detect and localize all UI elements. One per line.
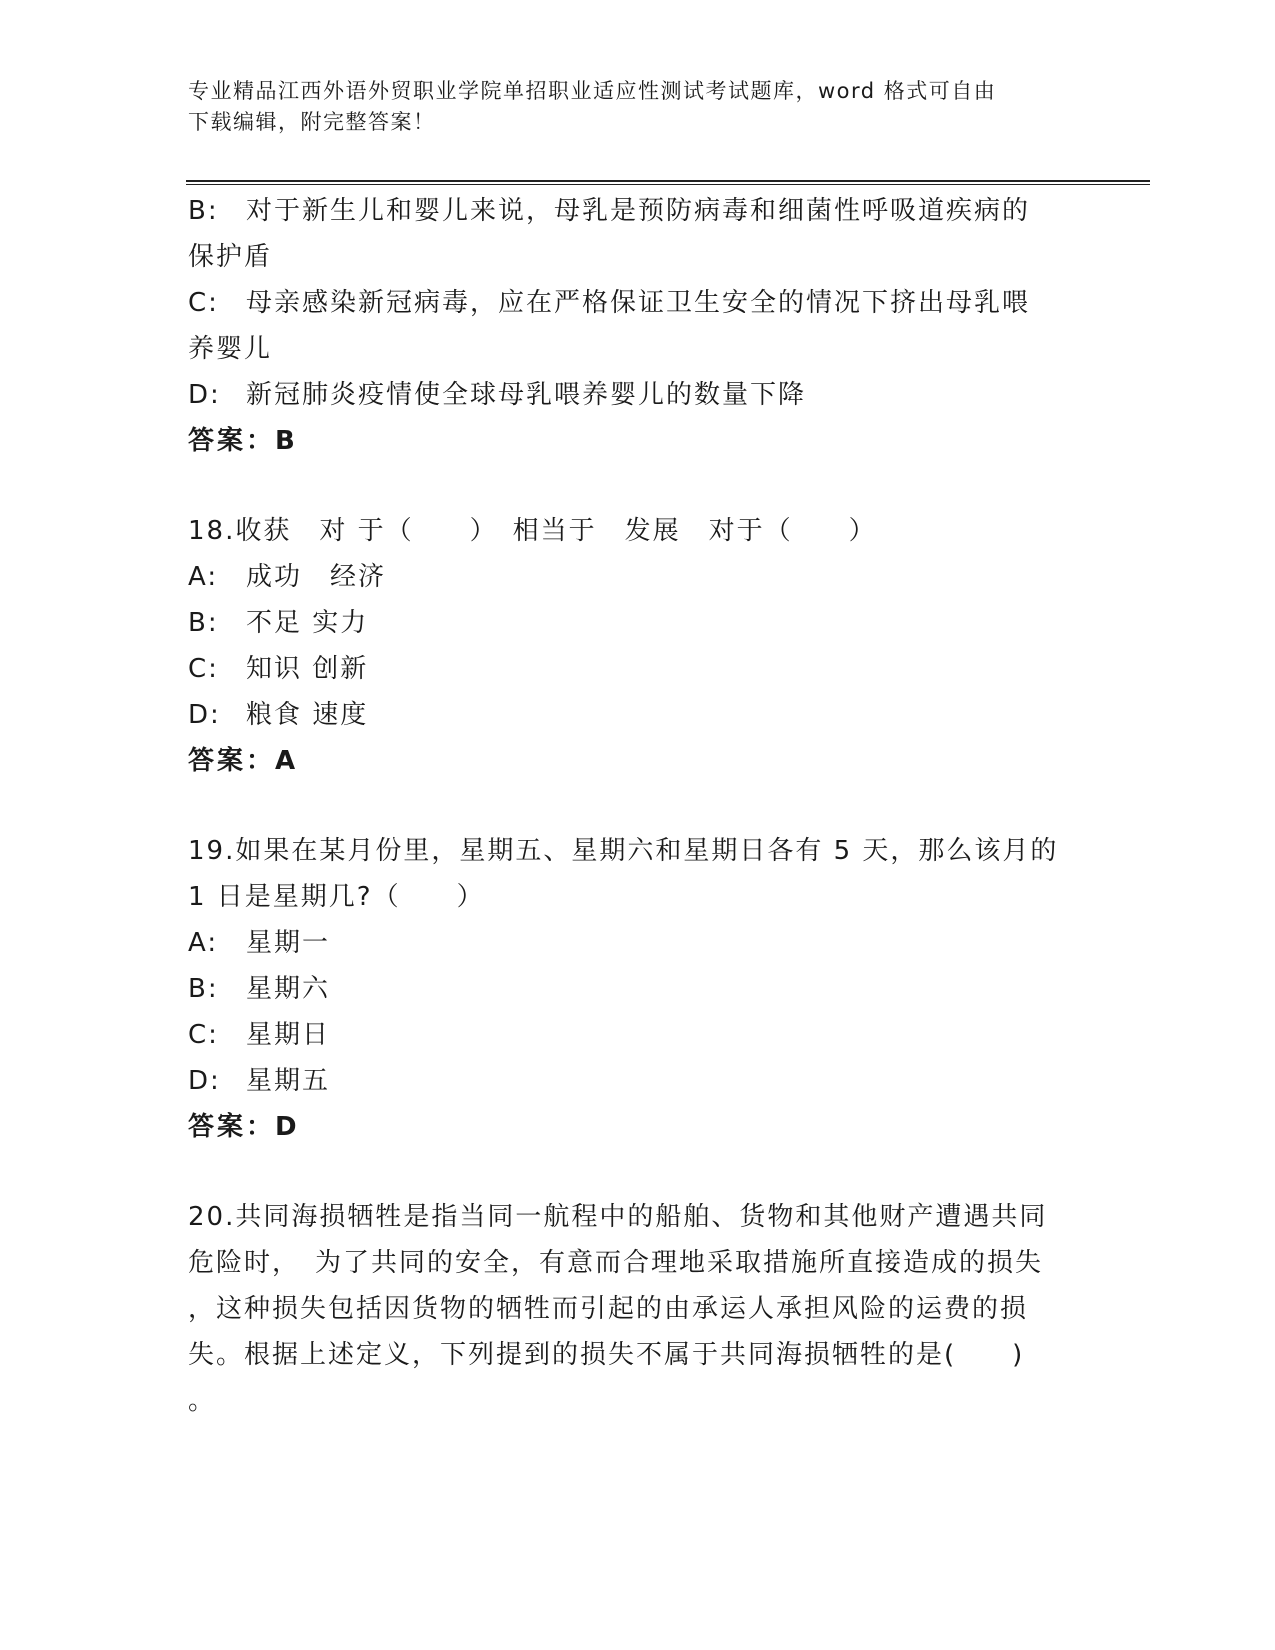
question-20 bbox=[188, 1194, 1088, 1424]
header-line-1: 专业精品江西外语外贸职业学院单招职业适应性测试考试题库，word 格式可自由 bbox=[188, 79, 997, 103]
option-b-continued: 保护盾 bbox=[188, 242, 273, 272]
document-header bbox=[188, 76, 1068, 138]
option-text: 星期六 bbox=[246, 974, 331, 1004]
option-key: B: bbox=[188, 974, 219, 1004]
question-18 bbox=[188, 508, 1088, 784]
option-d bbox=[188, 372, 1088, 418]
option-text: 成功 经济 bbox=[246, 562, 387, 592]
option-key: B: bbox=[188, 196, 219, 226]
option-key: D: bbox=[188, 700, 221, 730]
option-b bbox=[188, 600, 1088, 646]
option-key: B: bbox=[188, 608, 219, 638]
option-c bbox=[188, 280, 1088, 326]
option-c-continued: 养婴儿 bbox=[188, 334, 273, 364]
spacer bbox=[188, 464, 1088, 508]
answer: 答案：A bbox=[188, 746, 299, 776]
option-key: A: bbox=[188, 928, 219, 958]
option-key: C: bbox=[188, 288, 219, 318]
question-stem-line: ，这种损失包括因货物的牺牲而引起的由承运人承担风险的运费的损 bbox=[188, 1294, 1029, 1324]
question-19 bbox=[188, 828, 1088, 1150]
option-key: A: bbox=[188, 562, 219, 592]
header-rule-thick bbox=[186, 180, 1150, 182]
option-a bbox=[188, 920, 1088, 966]
option-text: 星期五 bbox=[246, 1066, 331, 1096]
option-text: 星期日 bbox=[246, 1020, 331, 1050]
option-text: 新冠肺炎疫情使全球母乳喂养婴儿的数量下降 bbox=[246, 380, 807, 410]
option-a bbox=[188, 554, 1088, 600]
question-stem-continued: 1 日是星期几?（ ） bbox=[188, 882, 485, 912]
document-body bbox=[188, 188, 1088, 1424]
option-b bbox=[188, 966, 1088, 1012]
option-text: 不足 实力 bbox=[246, 608, 369, 638]
answer: 答案：D bbox=[188, 1112, 300, 1142]
option-key: D: bbox=[188, 380, 221, 410]
question-stem: 18.收获 对 于（ ） 相当于 发展 对于（ ） bbox=[188, 516, 877, 546]
question-stem-line: 。 bbox=[188, 1386, 217, 1416]
option-text: 知识 创新 bbox=[246, 654, 369, 684]
option-key: C: bbox=[188, 654, 219, 684]
question-stem-line: 危险时， 为了共同的安全，有意而合理地采取措施所直接造成的损失 bbox=[188, 1248, 1044, 1278]
header-rule-thin bbox=[186, 184, 1150, 185]
question-stem-line: 失。根据上述定义，下列提到的损失不属于共同海损牺牲的是( ) bbox=[188, 1340, 1025, 1370]
option-key: C: bbox=[188, 1020, 219, 1050]
spacer bbox=[188, 1150, 1088, 1194]
option-c bbox=[188, 1012, 1088, 1058]
option-d bbox=[188, 1058, 1088, 1104]
option-d bbox=[188, 692, 1088, 738]
option-text: 星期一 bbox=[246, 928, 331, 958]
carry-over-question bbox=[188, 188, 1088, 464]
option-b bbox=[188, 188, 1088, 234]
header-line-2: 下载编辑，附完整答案！ bbox=[188, 110, 436, 134]
answer: 答案：B bbox=[188, 426, 298, 456]
question-stem-line: 20.共同海损牺牲是指当同一航程中的船舶、货物和其他财产遭遇共同 bbox=[188, 1202, 1048, 1232]
option-c bbox=[188, 646, 1088, 692]
option-text: 对于新生儿和婴儿来说，母乳是预防病毒和细菌性呼吸道疾病的 bbox=[246, 196, 1031, 226]
option-text: 粮食 速度 bbox=[246, 700, 369, 730]
question-stem: 19.如果在某月份里，星期五、星期六和星期日各有 5 天，那么该月的 bbox=[188, 836, 1059, 866]
spacer bbox=[188, 784, 1088, 828]
option-key: D: bbox=[188, 1066, 221, 1096]
option-text: 母亲感染新冠病毒，应在严格保证卫生安全的情况下挤出母乳喂 bbox=[246, 288, 1031, 318]
